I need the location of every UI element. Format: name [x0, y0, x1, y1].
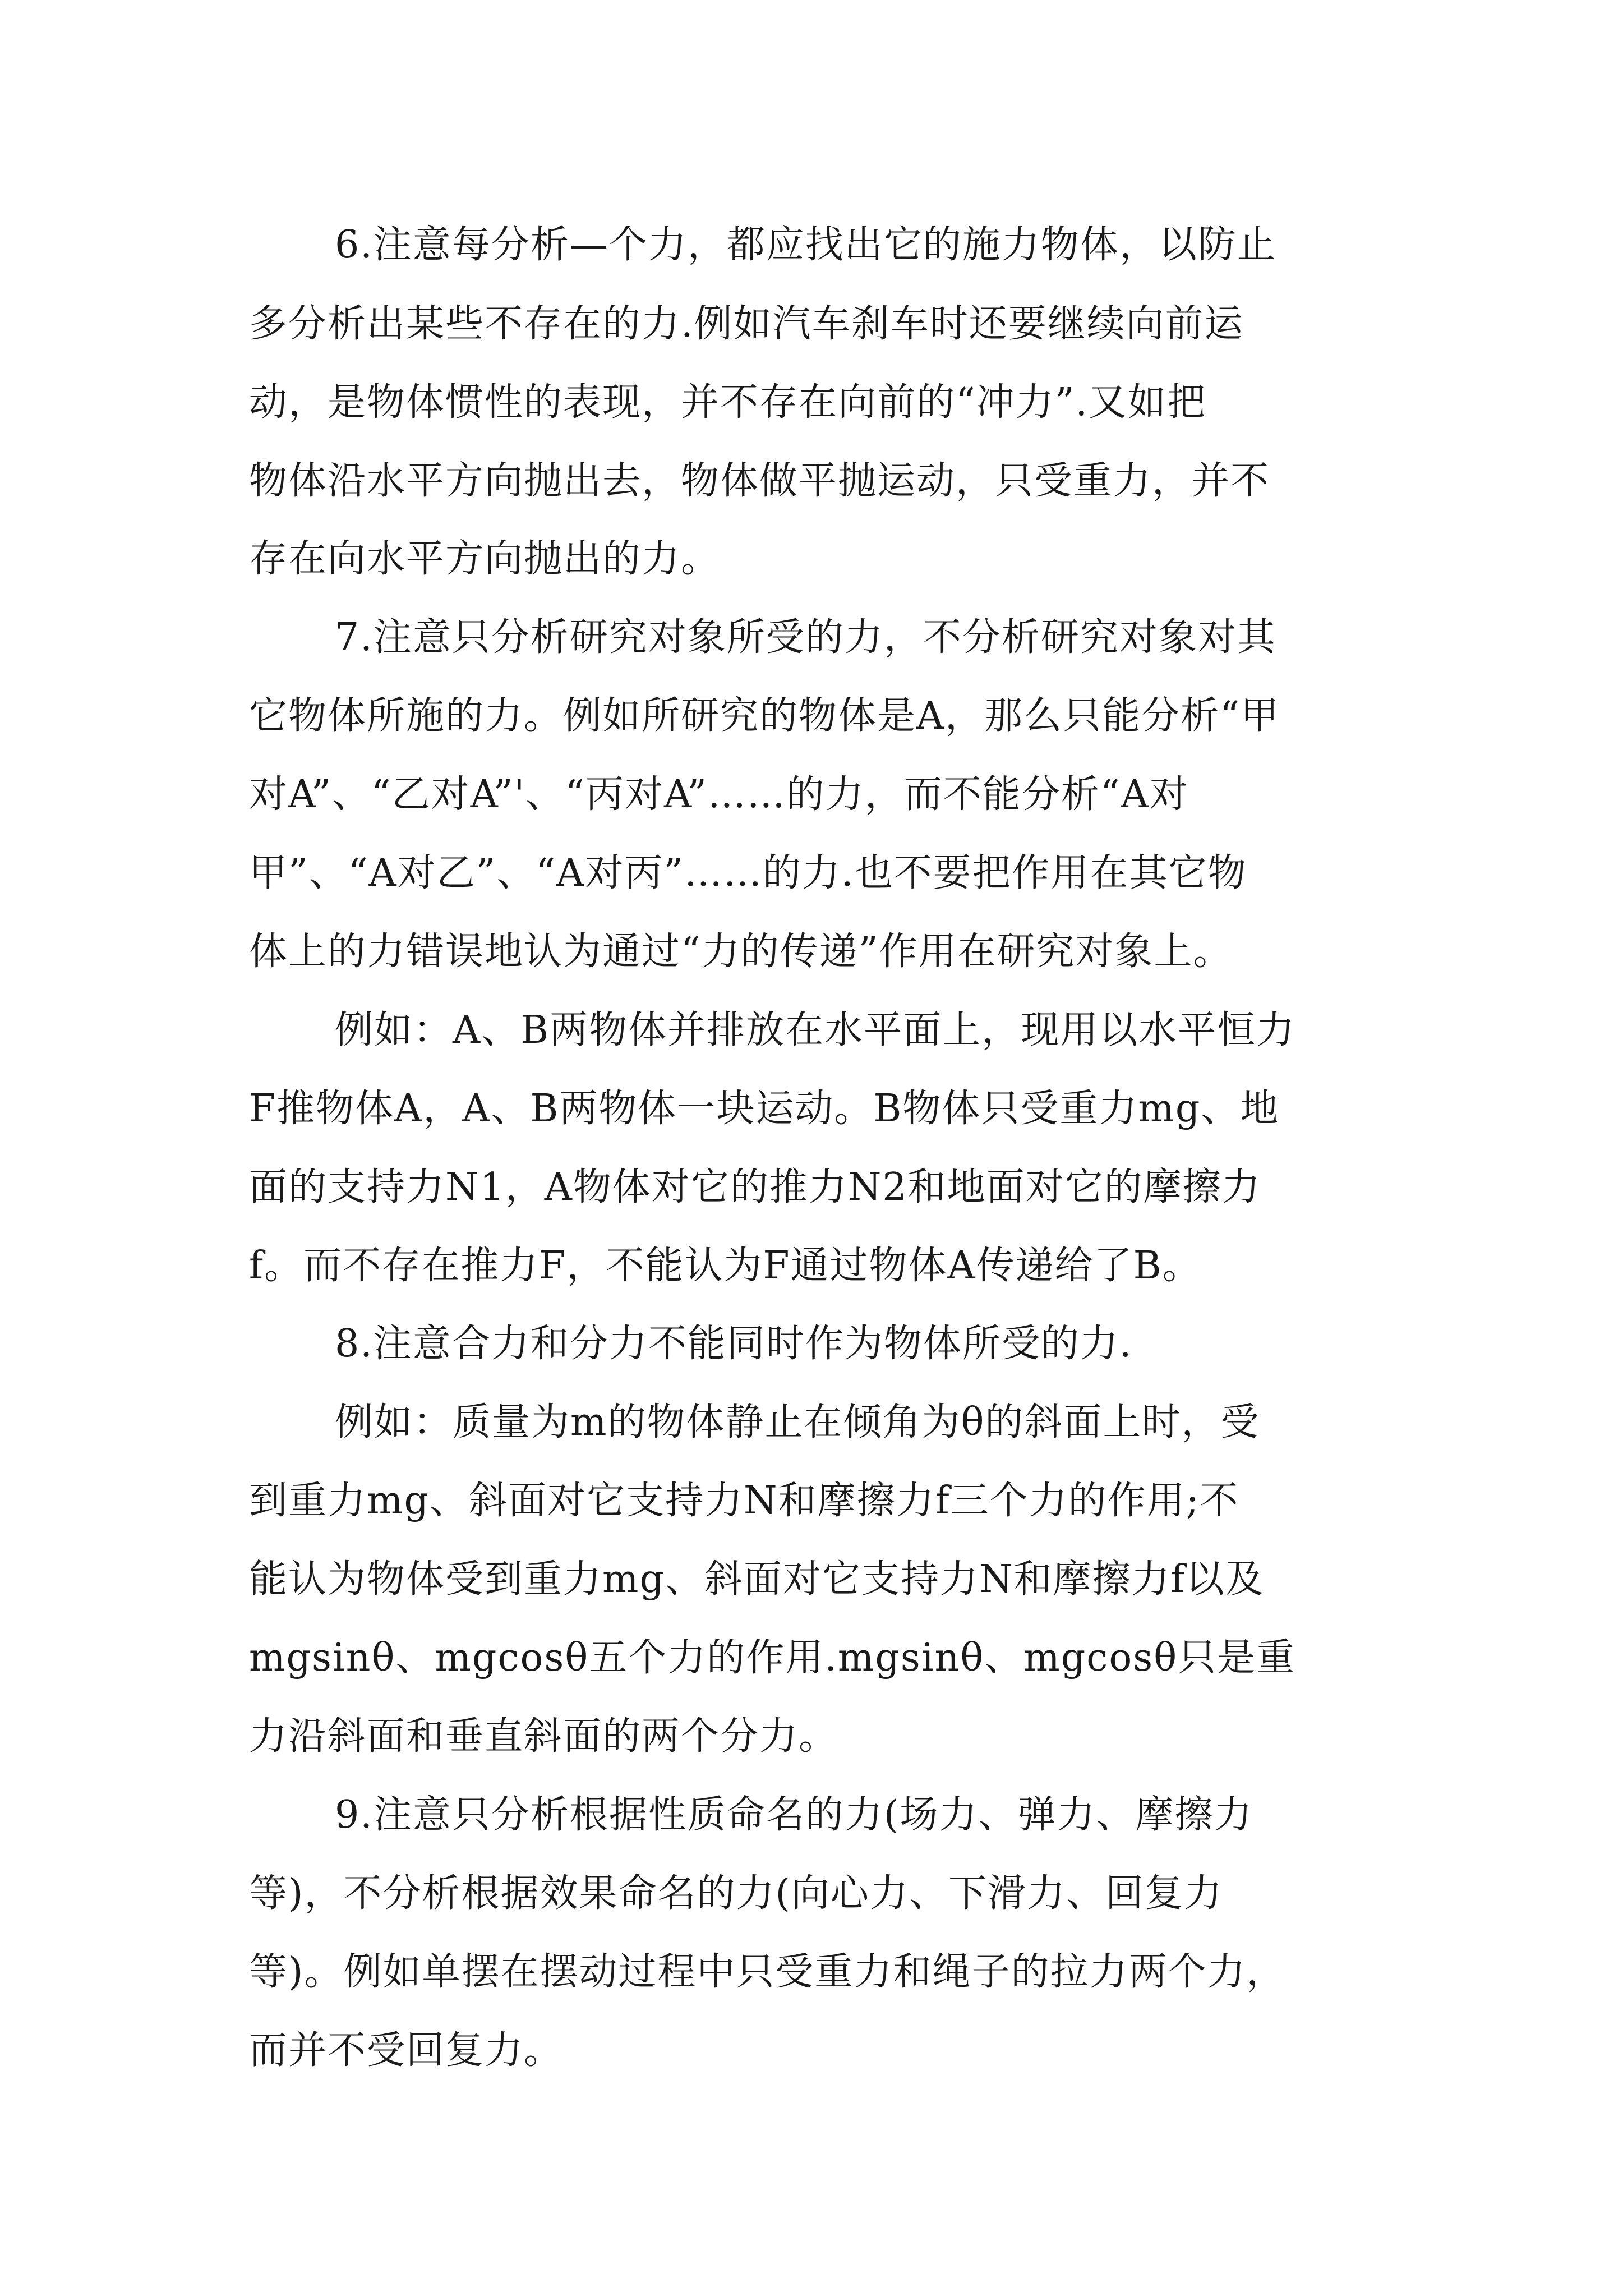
paragraph-6-line-1: 6.注意每分析—个力，都应找出它的施力物体，以防止: [335, 223, 1276, 267]
example-b-line-5: 力沿斜面和垂直斜面的两个分力。: [249, 1714, 838, 1759]
example-a-line-4: f。而不存在推力F，不能认为F通过物体A传递给了B。: [249, 1244, 1202, 1288]
example-a-line-1: 例如：A、B两物体并排放在水平面上，现用以水平恒力: [335, 1008, 1296, 1052]
example-b-line-3: 能认为物体受到重力mg、斜面对它支持力N和摩擦力f以及: [249, 1557, 1265, 1602]
paragraph-7-line-3: 对A”、“乙对A”'、“丙对A”……的力，而不能分析“A对: [249, 772, 1189, 817]
paragraph-7-line-1: 7.注意只分析研究对象所受的力，不分析研究对象对其: [335, 615, 1276, 660]
paragraph-6-line-5: 存在向水平方向抛出的力。: [249, 537, 721, 581]
paragraph-8-line-1: 8.注意合力和分力不能同时作为物体所受的力.: [335, 1322, 1133, 1366]
example-b-line-4: mgsinθ、mgcosθ五个力的作用.mgsinθ、mgcosθ只是重: [249, 1636, 1296, 1680]
example-a-line-2: F推物体A，A、B两物体一块运动。B物体只受重力mg、地: [249, 1087, 1280, 1131]
paragraph-7-line-5: 体上的力错误地认为通过“力的传递”作用在研究对象上。: [249, 930, 1233, 974]
paragraph-9-line-3: 等)。例如单摆在摆动过程中只受重力和绳子的拉力两个力，: [249, 1950, 1286, 1994]
paragraph-7-line-2: 它物体所施的力。例如所研究的物体是A，那么只能分析“甲: [249, 694, 1280, 738]
paragraph-6-line-3: 动，是物体惯性的表现，并不存在向前的“冲力”.又如把: [249, 380, 1207, 425]
paragraph-9-line-4: 而并不受回复力。: [249, 2028, 564, 2073]
paragraph-7-line-4: 甲”、“A对乙”、“A对丙”……的力.也不要把作用在其它物: [249, 851, 1247, 895]
paragraph-9-line-2: 等)，不分析根据效果命名的力(向心力、下滑力、回复力: [249, 1871, 1224, 1916]
example-b-line-1: 例如：质量为m的物体静止在倾角为θ的斜面上时，受: [335, 1400, 1260, 1444]
example-a-line-3: 面的支持力N1，A物体对它的推力N2和地面对它的摩擦力: [249, 1165, 1261, 1209]
paragraph-6-line-2: 多分析出某些不存在的力.例如汽车刹车时还要继续向前运: [249, 302, 1244, 346]
paragraph-9-line-1: 9.注意只分析根据性质命名的力(场力、弹力、摩擦力: [335, 1793, 1253, 1837]
example-b-line-2: 到重力mg、斜面对它支持力N和摩擦力f三个力的作用;不: [249, 1479, 1239, 1523]
paragraph-6-line-4: 物体沿水平方向抛出去，物体做平抛运动，只受重力，并不: [249, 459, 1270, 503]
